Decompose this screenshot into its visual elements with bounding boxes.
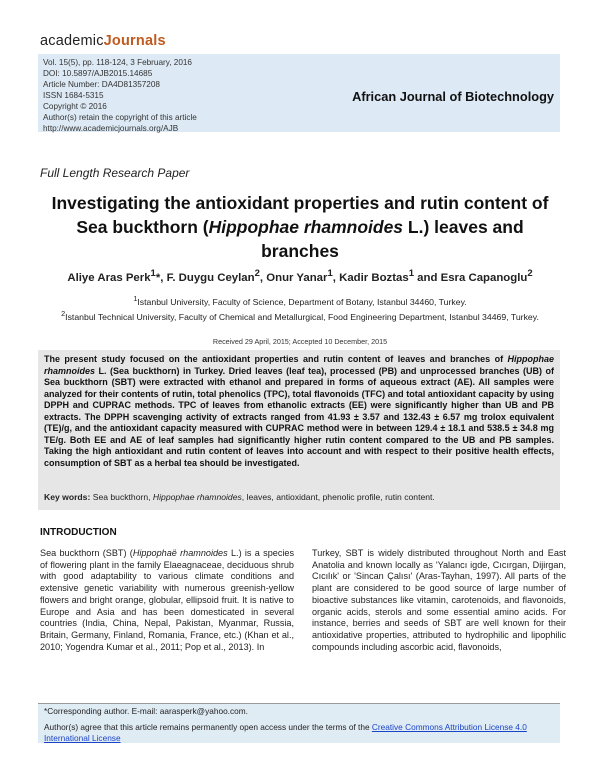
keywords: Key words: Sea buckthorn, Hippophae rhamnoides, leaves, antioxidant, phenolic profile, rutin content. bbox=[44, 492, 435, 502]
body-column-left: Sea buckthorn (SBT) (Hippophaë rhamnoides L.) is a species of flowering plant in the family Elaeagnaceae, deciduous shrub with good adaptability to various climate conditions and extensive genetic variability with numerous greenish-yellow flowers and bright orange, globular, ellipsoid fruit. It is native to Europe and Asia and has been domesticated in several countries (India, China, Nepal, Pakistan, Myanmar, Russia, Britain, Germany, Finland, Romania, France, etc.) (Khan et al., 2010; Yogendra Kumar et al., 2011; Pop et al., 2013). In bbox=[40, 548, 294, 652]
article-meta bbox=[43, 57, 197, 134]
author: Onur Yanar$^1$ bbox=[266, 268, 333, 284]
meta-doi: DOI: 10.5897/AJB2015.14685 bbox=[43, 69, 153, 78]
affiliation: $^2$Istanbul Technical University, Faculty of Chemical and Metallurgical, Food Engineering Department, Istanbul 34469, Turkey. bbox=[61, 308, 539, 322]
author: F. Duygu Ceylan$^2$ bbox=[166, 268, 260, 284]
abstract: The present study focused on the antioxidant properties and rutin content of leaves and branches of Hippophae rhamnoides L. (Sea buckthorn) in Turkey. Dried leaves (leaf tea), processed (PB) and unprocessed branches (UB) of Sea buckthorn (SBT) were extracted with ethanol and prepared in forms of aqueous extract (AE). All samples were analyzed for their contents of rutin, total phenolics (TPC), total flavonoids (TFC) and total antioxidant capacity by using DPPH and CUPRAC methods. TPC of leaves from ethanolic extracts (EE) were significantly higher than UB and PB extracts. The DPPH scavenging activity of extracts ranged from 41.93 ± 3.57 and 132.43 ± 6.57 mg trolox equivalent (TE)/g, and the antioxidant capacity measured with CUPRAC method were in between 129.4 ± 18.1 and 538.5 ± 34.8 mg TE/g. Both EE and AE of leaf samples had significantly higher rutin content compared to the UB and PB samples. Taking the high antioxidant and rutin content of leaves into account and with respect to their positive health effects, consumption of SBT as a herbal tea should be investigated. bbox=[44, 354, 554, 468]
paper-title bbox=[40, 191, 560, 263]
affiliation: $^1$Istanbul University, Faculty of Science, Department of Botany, Istanbul 34460, Turkey. bbox=[133, 294, 467, 307]
license-link[interactable]: Creative Commons Attribution License 4.0 International License bbox=[44, 722, 527, 743]
brand-part1: academic bbox=[40, 33, 104, 49]
affiliations bbox=[40, 293, 560, 323]
footer-divider bbox=[38, 703, 560, 704]
section-heading-introduction: INTRODUCTION bbox=[40, 527, 117, 538]
meta-url[interactable]: http://www.academicjournals.org/AJB bbox=[43, 124, 179, 133]
meta-volume: Vol. 15(5), pp. 118-124, 3 February, 2016 bbox=[43, 58, 192, 67]
author: Aliye Aras Perk$^1$* bbox=[67, 268, 161, 284]
author-list: Aliye Aras Perk$^1$*, F. Duygu Ceylan$^2$, Onur Yanar$^1$, Kadir Boztas$^1$ and Esra Capanoglu$^2$ bbox=[67, 268, 533, 284]
meta-rights: Author(s) retain the copyright of this article bbox=[43, 113, 197, 122]
journal-name: African Journal of Biotechnology bbox=[352, 89, 554, 104]
brand-part2: Journals bbox=[103, 33, 166, 49]
license-note: Author(s) agree that this article remains permanently open access under the terms of the Creative Commons Attribution License 4.0 International License bbox=[44, 722, 527, 743]
title-species: Hippophae rhamnoides bbox=[208, 217, 404, 237]
body-column-right: Turkey, SBT is widely distributed throughout North and East Anatolia and known locally as 'Yalancı igde, Cıcırgan, Dijirgan, Cıcılık' or 'Sincan Çalısı' (Aras-Tayhan, 1997). All parts of the plant are considered to be good source of large number of bioactive substances like vitamin, carotenoids, and flavonoids, organic acids, sterols and some essential amino acids. For instance, berries and seeds of SBT are well known for their antioxidative properties, attributed to hydrophilic and lipophilic compounds including ascorbic acid, flavonoids, bbox=[312, 548, 566, 652]
meta-article-number: Article Number: DA4D81357208 bbox=[43, 80, 160, 89]
author: Esra Capanoglu$^2$ bbox=[440, 268, 533, 284]
meta-copyright: Copyright © 2016 bbox=[43, 102, 107, 111]
keywords-label: Key words: bbox=[44, 492, 91, 502]
publisher-logo bbox=[40, 33, 166, 49]
author: Kadir Boztas$^1$ bbox=[339, 268, 415, 284]
meta-issn: ISSN 1684-5315 bbox=[43, 91, 104, 100]
paper-type: Full Length Research Paper bbox=[40, 166, 190, 180]
title-part1: Investigating the antioxidant properties and rutin content of Sea buckthorn ( bbox=[51, 193, 549, 237]
received-dates: Received 29 April, 2015; Accepted 10 December, 2015 bbox=[212, 337, 388, 346]
corresponding-author: *Corresponding author. E-mail: aarasperk@yahoo.com. bbox=[44, 706, 248, 716]
title-part2: L.) leaves and branches bbox=[261, 217, 524, 261]
